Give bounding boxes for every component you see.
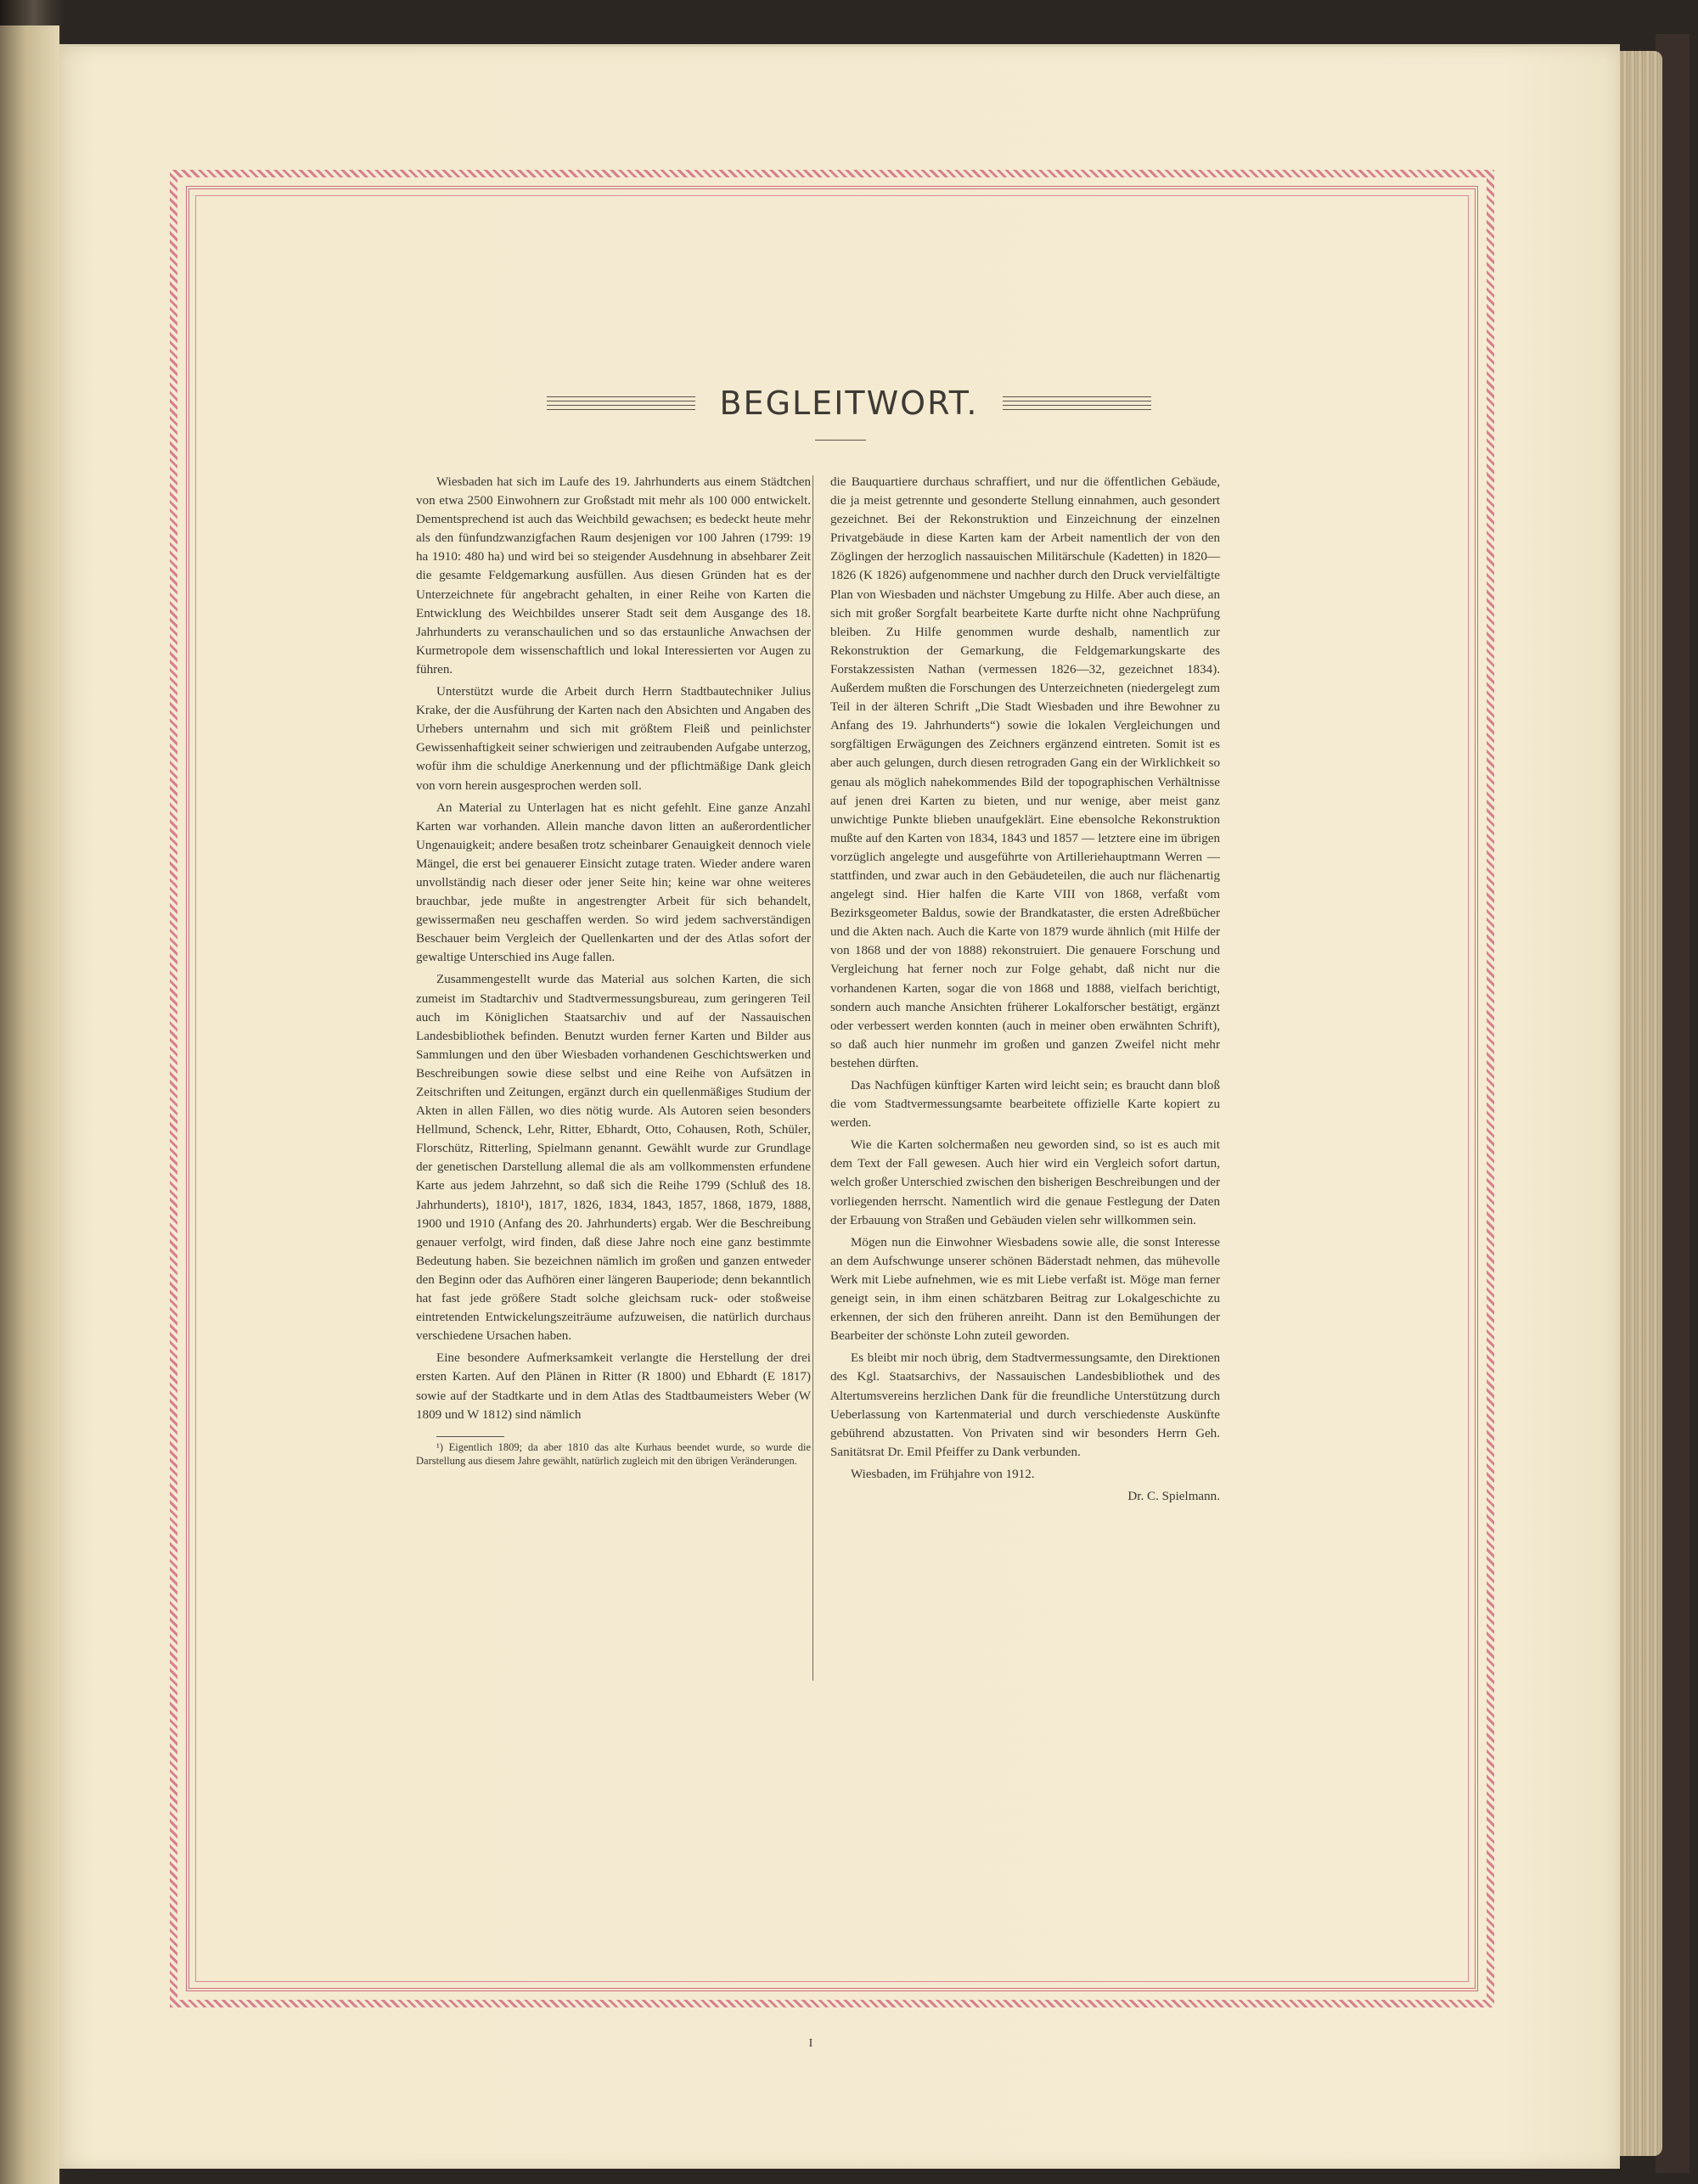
page-stack-edge: [1620, 51, 1662, 2156]
place-date: Wiesbaden, im Frühjahre von 1912.: [851, 1467, 1035, 1481]
paragraph: Unterstützt wurde die Arbeit durch Herrn Stadtbautechniker Julius Krake, der die Ausführung der Karten nach den Absichten und Angaben des Urhebers unternahm und sich mit größtem Fleiß und peinlichster Gewissenhaftigkeit seiner schwierigen und zeitraubenden Aufgabe unterzog, wofür ihm die schuldige Anerkennung und der pflichtmäßige Dank gleich von vorn herein ausgesprochen werden soll.: [416, 685, 811, 793]
column-divider: [812, 475, 813, 1681]
paragraph: Das Nachfügen künftiger Karten wird leicht sein; es braucht dann bloß die vom Stadtvermessungsamte bearbeitete offizielle Karte kopiert zu werden.: [830, 1079, 1220, 1131]
paragraph: Wiesbaden hat sich im Laufe des 19. Jahrhunderts aus einem Städtchen von etwa 2500 Einwohnern zur Großstadt mit mehr als 100 000 entwickelt. Dementsprechend ist auch das Weichbild gewachsen; es bedeckt heute mehr als den fünfundzwanzigfachen Raum desjenigen vor 100 Jahren (1799: 19 ha 1910: 480 ha) und wird bei so steigender Ausdehnung in absehbarer Zeit die gesamte Feldgemarkung ausfüllen. Aus diesen Gründen hat es der Unterzeichnete für angebracht gehalten, in einer Reihe von Karten die Entwicklung des Weichbildes unserer Stadt seit dem Ausgange des 18. Jahrhunderts zu veranschaulichen und so das erstaunliche Anwachsen der Kurmetropole dem wissenschaftlich und lokal Interessierten vor Augen zu führen.: [416, 475, 811, 677]
paragraph: An Material zu Unterlagen hat es nicht gefehlt. Eine ganze Anzahl Karten war vorhanden. Allein manche davon litten an außerordentlicher Ungenauigkeit; andere besaßen trotz scheinbarer Genauigkeit dennoch viele Mängel, die erst bei genauerer Einsicht zutage traten. Wieder andere waren unvollständig nach dieser oder jener Seite hin; keine war ohne weiteres brauchbar, jede mußte in angestrengter Arbeit für sich behandelt, gewissermaßen neu geschaffen werden. So wird jedem sachverständigen Beschauer beim Vergleich der Quellenkarten und der des Atlas sofort der gewaltige Unterschied ins Auge fallen.: [416, 800, 811, 965]
text-column-left: [416, 473, 811, 1471]
title-underline: [815, 440, 866, 441]
paragraph: Es bleibt mir noch übrig, dem Stadtvermessungsamte, den Direktionen des Kgl. Staatsarchivs, der Nassauischen Landesbibliothek und des Altertumsvereins herzlichen Dank für die freundliche Unterstützung durch Ueberlassung von Kartenmaterial und durch verschiedenste Auskünfte gebührend abzustatten. Von Privaten sind wir besonders Herrn Geh. Sanitätsrat Dr. Emil Pfeiffer zu Dank verbunden.: [830, 1351, 1220, 1459]
text-column-right: [830, 473, 1220, 1509]
paragraph: die Bauquartiere durchaus schraffiert, und nur die öffentlichen Gebäude, die ja meist getrennte und gesonderte Stellung einnahmen, auch gesondert gezeichnet. Bei der Rekonstruktion und Einzeichnung der einzelnen Privatgebäude in diese Karten kam der Arbeit namentlich der von den Zöglingen der herzoglich nassauischen Militärschule (Kadetten) in 1820—1826 (K 1826) aufgenommene und nachher durch den Druck vervielfältigte Plan von Wiesbaden und nächster Umgebung zu Hilfe. Aber auch diese, an sich mit großer Sorgfalt bearbeitete Karte durfte nicht ohne Nachprüfung bleiben. Zu Hilfe genommen wurde deshalb, namentlich zur Rekonstruktion der Gemarkung, die Feldgemarkungskarte des Forstakzessisten Nathan (vermessen 1826—32, gezeichnet 1834). Außerdem mußten die Forschungen des Unterzeichneten (niedergelegt zum Teil in der älteren Schrift „Die Stadt Wiesbaden und ihre Bewohner zu Anfang des 19. Jahrhunderts“) sowie die lokalen Vergleichungen und sorgfältigen Erwägungen des Zeichners ergänzend eintreten. Somit ist es aber auch gelungen, durch diesen retrograden Gang ein der Wirklichkeit so genau als möglich nahekommendes Bild der topographischen Verhältnisse auf jenen drei Karten zu bieten, und nur wenige, aber meist ganz unwichtige Punkte blieben unaufgeklärt. Eine ebensolche Rekonstruktion mußte auf den Karten von 1834, 1843 und 1857 — letztere eine im übrigen vorzüglich angelegte und ausgeführte von Artilleriehauptmann Werren — stattfinden, und zwar auch in den Gebäudeteilen, die auch nur flächenartig angelegt sind. Hier halfen die Karte VIII von 1868, verfaßt vom Bezirksgeometer Baldus, sowie der Brandkataster, die ersten Adreßbücher und die Akten nach. Auch die Karte von 1879 wurde ähnlich (mit Hilfe der von 1868 und der von 1888) rekonstruiert. Die genauere Forschung und Vergleichung hat ferner noch zur Folge gehabt, daß nicht nur die vorhandenen Karten, sogar die von 1868 und 1888, vielfach berichtigt, sondern auch manche Ansichten früherer Lokalforscher bestätigt, ergänzt oder verbessert werden konnten (auch in meiner oben erwähnten Schrift), so daß auch hier nunmehr im großen und ganzen Zweifel nicht mehr bestehen dürften.: [830, 475, 1220, 1070]
title-rule-right: [1003, 396, 1151, 410]
title-block: [526, 373, 1172, 433]
page-number: I: [808, 2037, 813, 2050]
paragraph: Eine besondere Aufmerksamkeit verlangte die Herstellung der drei ersten Karten. Auf den Plänen in Ritter (R 1800) und Ebhardt (E 1817) sowie auf der Stadtkarte und in dem Atlas des Stadtbaumeisters Weber (W 1809 und W 1812) sind nämlich: [416, 1351, 811, 1422]
paragraph: Zusammengestellt wurde das Material aus solchen Karten, die sich zumeist im Stadtarchiv und Stadtvermessungsbureau, zum geringeren Teil auch im Königlichen Staatsarchiv und auf der Nassauischen Landesbibliothek befinden. Benutzt wurden ferner Karten und Bilder aus Sammlungen und den über Wiesbaden vorhandenen Geschichtswerken und Beschreibungen sowie diese selbst und eine Reihe von Aufsätzen in Zeitschriften und Zeitungen, ergänzt durch ein quellenmäßiges Studium der Akten in allen Fällen, wo dies nötig wurde. Als Autoren seien besonders Hellmund, Schenck, Lehr, Ritter, Ebhardt, Otto, Cohausen, Roth, Schüler, Florschütz, Ritterling, Spielmann genannt. Gewählt wurde zur Grundlage der genetischen Darstellung allemal die als am vollkommensten erfundene Karte aus jedem Jahrzehnt, so daß sich die Reihe 1799 (Schluß des 18. Jahrhunderts), 1810¹), 1817, 1826, 1834, 1843, 1857, 1868, 1879, 1888, 1900 und 1910 (Anfang des 20. Jahrhunderts) ergab. Wer die Beschreibung genauer verfolgt, wird finden, daß diese Jahre noch eine ganz bestimmte Bedeutung haben. Sie bezeichnen nämlich im großen und ganzen entweder den Beginn oder das Aufhören einer längeren Bauperiode; denn bekanntlich hat fast jede größere Stadt solche gleichsam ruck- oder stoßweise eintretenden Entwickelungszeiträume aufzuweisen, die natürlich durchaus verschiedene Ursachen haben.: [416, 973, 811, 1344]
signature: Dr. C. Spielmann.: [1127, 1489, 1220, 1503]
paragraph: Mögen nun die Einwohner Wiesbadens sowie alle, die sonst Interesse an dem Aufschwunge unserer schönen Bäderstadt nehmen, das mühevolle Werk mit Liebe aufnehmen, wie es mit Liebe verfaßt ist. Möge man ferner geneigt sein, in ihm einen schätzbaren Beitrag zur Lokalgeschichte zu erkennen, der sich den früheren anreiht. Dann ist den Bemühungen der Bearbeiter der schönste Lohn zuteil geworden.: [830, 1235, 1220, 1344]
footnote-rule: [436, 1436, 504, 1437]
paragraph: Wie die Karten solchermaßen neu geworden sind, so ist es auch mit dem Text der Fall gewesen. Auch hier wird ein Vergleich sofort dartun, welch großer Unterschied zwischen den bisherigen Beschreibungen und der vorliegenden herrscht. Namentlich wird die genaue Festlegung der Daten der Erbauung von Straßen und Gebäuden vielen sehr willkommen sein.: [830, 1138, 1220, 1227]
footnote: ¹) Eigentlich 1809; da aber 1810 das alte Kurhaus beendet wurde, so wurde die Darstellung aus diesem Jahre gewählt, natürlich zugleich mit den übrigen Veränderungen.: [416, 1440, 811, 1467]
page-title: BEGLEITWORT.: [719, 385, 979, 422]
book-gutter: [0, 25, 59, 2184]
title-rule-left: [547, 396, 695, 410]
